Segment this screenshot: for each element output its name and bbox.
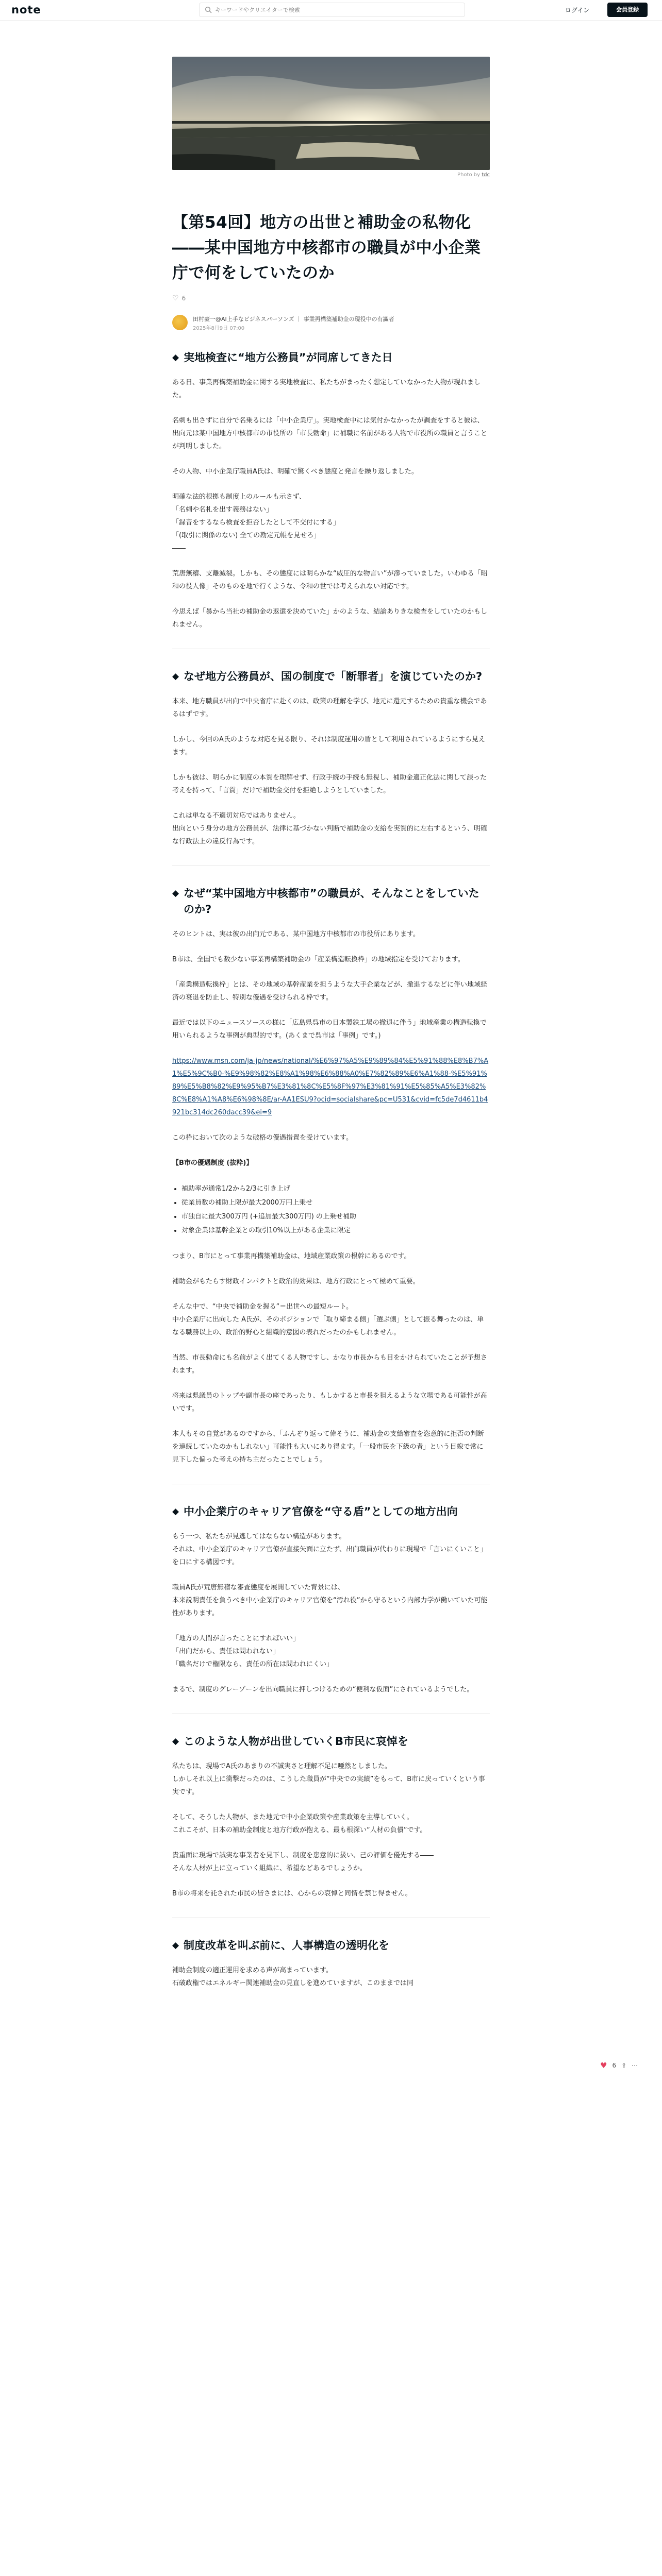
section-heading: ◆ なぜ“某中国地方中核都市”の職員が、そんなことをしていたのか? <box>172 886 490 918</box>
paragraph: まるで、制度のグレーゾーンを出向職員に押しつけるための“便利な仮面”にされているようでした。 <box>172 1686 474 1693</box>
photo-credit-user[interactable]: tdc <box>482 172 490 178</box>
heart-icon[interactable]: ♥ <box>600 2061 607 2070</box>
paragraph: 私たちは、現場でA氏のあまりの不誠実さと理解不足に唖然としました。 しかしそれ以上に衝撃だったのは、こうした職員が“中央での実績”をもって、B市に戻っていくという事実です。 <box>172 1762 486 1796</box>
paragraph: B市は、全国でも数少ない事業再構築補助金の「産業構造転換枠」の地域指定を受けております。 <box>172 956 465 963</box>
search-icon <box>205 6 212 13</box>
paragraph: そのヒントは、実は彼の出向元である、某中国地方中核都市の市役所にあります。 <box>172 930 420 938</box>
paragraph: しかし、今回のA氏のような対応を見る限り、それは制度運用の盾として利用されているようにすら見えます。 <box>172 736 485 756</box>
paragraph: この枠において次のような破格の優遇措置を受けています。 <box>172 1134 353 1142</box>
sunset-river-photo <box>172 57 490 170</box>
heart-icon[interactable]: ♡ <box>172 294 179 302</box>
list-item: • 市独自に最大300万円 (+追加最大300万円) の上乗せ補助 <box>181 1210 490 1224</box>
paragraph: もう一つ、私たちが見逃してはならない構造があります。 それは、中小企業庁のキャリア官僚が直接矢面に立たず、出向職員が代わりに現場で「言いにくいこと」を口にする構図です。 <box>172 1533 487 1566</box>
author-name[interactable]: 田村豪一@AI上手なビジネスパーソンズ ｜ 事業再構築補助金の現役中の有識者 <box>193 316 394 323</box>
note-logo[interactable]: note <box>11 4 41 16</box>
paragraph: 明確な法的根拠も制度上のルールも示さず、 「名刺や名札を出す義務はない」 「録音をするなら検査を拒否したとして不交付にする」 「(取引に関係のない) 全ての勘定元帳を見せろ」 ―― <box>172 493 340 552</box>
paragraph: その人物、中小企業庁職員A氏は、明確で驚くべき態度と発言を繰り返しました。 <box>172 468 418 476</box>
avatar[interactable] <box>172 315 188 330</box>
author-block <box>172 313 490 332</box>
list-title: 【B市の優遇制度 (抜粋)】 <box>172 1159 253 1167</box>
like-count: 6 <box>181 295 186 302</box>
photo-credit-prefix: Photo by <box>457 172 481 178</box>
top-bar <box>0 0 662 21</box>
list-item: • 対象企業は基幹企業との取引10%以上がある企業に限定 <box>181 1224 490 1238</box>
paragraph: 本来、地方職員が出向で中央省庁に赴くのは、政策の理解を学び、地元に還元するための貴重な機会であるはずです。 <box>172 698 487 718</box>
paragraph: 荒唐無稽、支離滅裂。しかも、その態度には明らかな“威圧的な物言い”が滲っていました。いわゆる「昭和の役人像」そのものを地で行くような、令和の世では考えられない対応です。 <box>172 570 488 590</box>
section-heading: ◆ このような人物が出世していくB市民に哀悼を <box>172 1734 490 1750</box>
list-item: • 補助率が通常1/2から2/3に引き上げ <box>181 1182 490 1196</box>
signup-button[interactable]: 会員登録 <box>607 3 648 17</box>
paragraph: 最近では以下のニュースソースの様に「広島県呉市の日本製鉄工場の撤退に伴う」地域産業の構造転換で用いられるような事例が典型的です。(あくまで呉市は「事例」です。) <box>172 1019 487 1040</box>
paragraph: 「産業構造転換枠」とは、その地域の基幹産業を担うような大手企業などが、撤退するなどに伴い地域経済の衰退を防止し、特別な優遇を受けられる枠です。 <box>172 981 488 1002</box>
share-icon[interactable]: ⇪ <box>621 2062 627 2069</box>
like-line <box>172 293 490 303</box>
paragraph: 補助金制度の適正運用を求める声が高まっています。 石破政権ではエネルギー関連補助金の見直しを進めていますが、このままでは同 <box>172 1967 414 1987</box>
search-box[interactable] <box>199 3 465 17</box>
paragraph: 本人もその自覚があるのですから、「ふんぞり返って偉そうに、補助金の支給審査を恣意的に拒否の判断を連続していたのかもしれない」可能性も大いにあり得ます。「一般市民を下級の者」という目線で常に見下した偏った考えの持ち主だったことでしょう。 <box>172 1430 484 1464</box>
paragraph: ある日、事業再構築補助金に関する実地検査に、私たちがまったく想定していなかった人物が現れました。 <box>172 379 481 399</box>
section-heading: ◆ なぜ地方公務員が、国の制度で「断罪者」を演じていたのか? <box>172 669 490 685</box>
section-heading: ◆ 制度改革を叫ぶ前に、人事構造の透明化を <box>172 1938 490 1954</box>
section-heading: ◆ 中小企業庁のキャリア官僚を“守る盾”としての地方出向 <box>172 1504 490 1520</box>
paragraph: 職員A氏が荒唐無稽な審査態度を展開していた背景には、 本来説明責任を負うべき中小企業庁のキャリア官僚を“汚れ役”から守るという内部力学が働いていた可能性があります。 <box>172 1584 488 1617</box>
section-heading: ◆ 実地検査に“地方公務員”が同席してきた日 <box>172 350 490 366</box>
paragraph: B市の将来を託された市民の皆さまには、心からの哀悼と同情を禁じ得ません。 <box>172 1890 412 1897</box>
article-title: 【第54回】地方の出世と補助金の私物化――某中国地方中核都市の職員が中小企業庁で何をしていたのか <box>172 213 481 282</box>
news-link[interactable]: https://www.msn.com/ja-jp/news/national/%E6%97%A5%E9%89%84%E5%91%88%E8%B7%A1%E5%9C%B0-%E9%98%82%E8%A1%98%E6%88%A0%E7%82%89%E6%A1%88-%E5%91%89%E5%B8%82%E9%95%B7%E3%81%8C%E5%8F%97%E3%81%91%E5%85%A5%E3%82%8C%E8%A1%A8%E6%98%8E/ar-AA1ESU9?ocid=socialshare&pc=U531&cvid=fc5de7d4611b4921bc314dc260dacc39&ei=9 <box>172 1057 489 1116</box>
paragraph: しかも彼は、明らかに制度の本質を理解せず、行政手続の手続も無視し、補助金適正化法に関して誤った考えを持って、「言質」だけで補助金交付を拒絶しようとしていました。 <box>172 774 487 794</box>
paragraph: 将来は県議員のトップや副市長の座であったり、もしかすると市長を狙えるような立場である可能性が高いです。 <box>172 1392 487 1413</box>
paragraph: 名刺も出さずに自分で名乗るには「中小企業庁」。実地検査中には気付かなかったが調査をすると彼は、出向元は某中国地方中核都市の市役所の「市長勅命」に補職に名前がある人物で市役所の職員と言うことが判明しました。 <box>172 417 488 450</box>
benefit-list <box>181 1182 490 1238</box>
photo-credit <box>172 172 490 179</box>
eyecatch-image <box>172 57 490 170</box>
paragraph: 「地方の人間が言ったことにすればいい」 「出向だから、責任は問われない」 「職名だけで権限なら、責任の所在は問われにくい」 <box>172 1635 334 1668</box>
search-input[interactable] <box>215 5 457 15</box>
login-link[interactable]: ログイン <box>565 7 590 14</box>
paragraph: そんな中で、“中央で補助金を握る”＝出世への最短ルート。 中小企業庁に出向した A氏が、そのポジションで「取り締まる側」「選ぶ側」として振る舞ったのは、単なる職務以上の、政治的野心と組織的意図の表れだったのかもしれません。 <box>172 1303 484 1336</box>
floating-actions <box>600 2060 647 2071</box>
menu-icon[interactable]: ⋯ <box>632 2062 638 2069</box>
paragraph: 貴重面に現場で誠実な事業者を見下し、制度を恣意的に扱い、己の評価を優先する―― そんな人材が上に立っていく組織に、希望などあるでしょうか。 <box>172 1852 434 1872</box>
post-date: 2025年8月9日 07:00 <box>193 326 245 331</box>
paragraph: 当然、市長勅命にも名前がよく出てくる人物ですし、かなり市長からも目をかけられていたことが予想されます。 <box>172 1354 488 1375</box>
paragraph: 補助金がもたらす財政インパクトと政治的効果は、地方行政にとって極めて重要。 <box>172 1278 420 1285</box>
paragraph: そして、そうした人物が、また地元で中小企業政策や産業政策を主導していく。 これこそが、日本の補助金制度と地方行政が抱える、最も根深い“人材の負債”です。 <box>172 1814 427 1834</box>
paragraph: つまり、B市にとって事業再構築補助金は、地域産業政策の根幹にあるのです。 <box>172 1252 411 1260</box>
paragraph: これは単なる不適切対応ではありません。 出向という身分の地方公務員が、法律に基づかない判断で補助金の支給を実質的に左右するという、明確な行政法上の違反行為です。 <box>172 812 488 845</box>
list-item: • 従業員数の補助上限が最大2000万円上乗せ <box>181 1196 490 1210</box>
article <box>172 57 490 2002</box>
article-body <box>172 350 490 1990</box>
float-like-count: 6 <box>612 2062 617 2069</box>
paragraph: 今思えば「暴から当社の補助金の返還を決めていた」かのような、結論ありきな検査をしていたのかもしれません。 <box>172 608 488 629</box>
